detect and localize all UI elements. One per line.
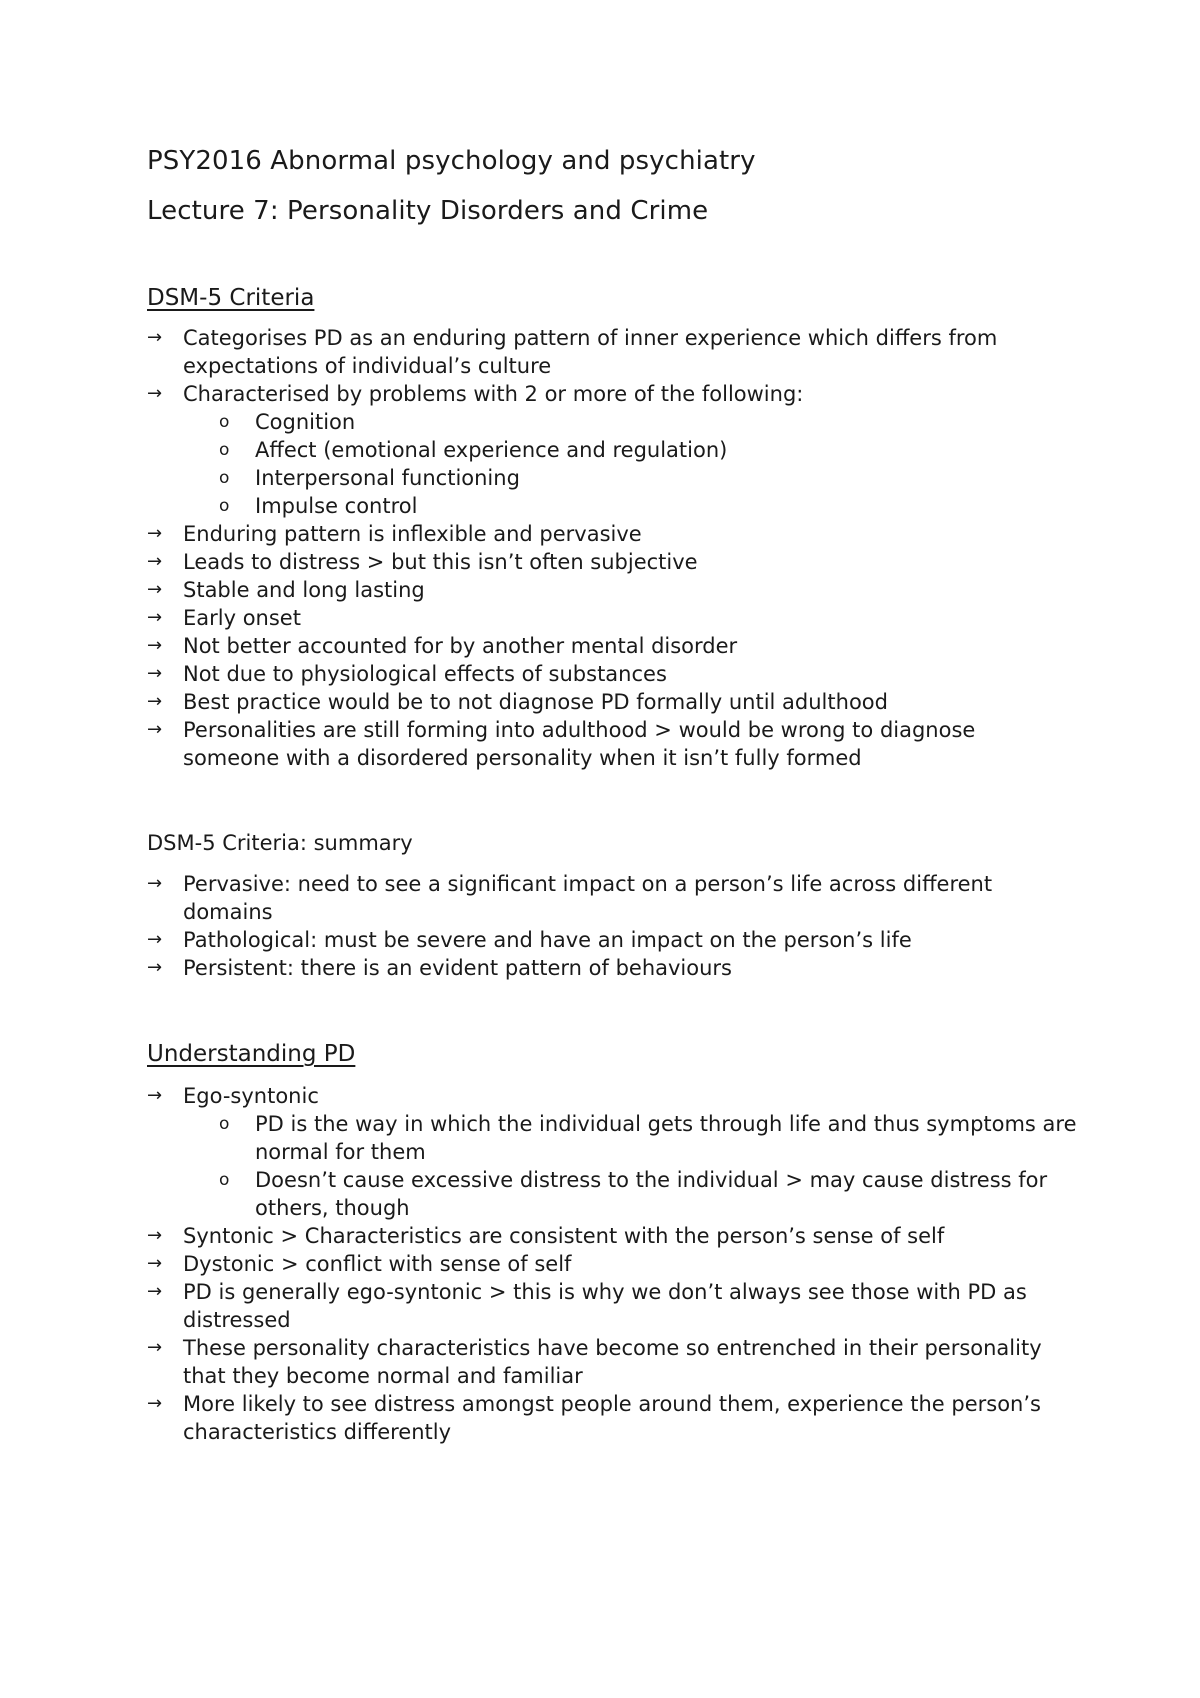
sub-item-text: Impulse control bbox=[255, 494, 418, 518]
list-item-text: Not due to physiological effects of substances bbox=[183, 662, 667, 686]
list-item bbox=[147, 1278, 1077, 1334]
list-item bbox=[147, 520, 1077, 548]
list-item-text: Leads to distress > but this isn’t often subjective bbox=[183, 550, 698, 574]
list-item-text: Personalities are still forming into adulthood > would be wrong to diagnose someone with a disordered personality when it isn’t fully formed bbox=[183, 718, 976, 770]
list-item bbox=[147, 380, 1077, 520]
arrow-icon: → bbox=[147, 523, 163, 544]
circle-bullet-icon: o bbox=[219, 496, 230, 516]
sub-list-item bbox=[147, 408, 1077, 436]
list-item bbox=[147, 1222, 1077, 1250]
arrow-icon: → bbox=[147, 691, 163, 712]
list-item bbox=[147, 1390, 1077, 1446]
list-item-text: Pathological: must be severe and have an impact on the person’s life bbox=[183, 928, 912, 952]
sub-list bbox=[183, 408, 1077, 520]
list-item-text: Categorises PD as an enduring pattern of inner experience which differs from expectations of individual’s culture bbox=[183, 326, 998, 378]
list-item bbox=[147, 1082, 1077, 1222]
list-item bbox=[147, 954, 1077, 982]
list-item-text: Stable and long lasting bbox=[183, 578, 425, 602]
list-item-text: Pervasive: need to see a significant impact on a person’s life across different domains bbox=[183, 872, 993, 924]
circle-bullet-icon: o bbox=[219, 1114, 230, 1134]
arrow-icon: → bbox=[147, 1281, 163, 1302]
arrow-icon: → bbox=[147, 873, 163, 894]
dsm5-criteria-list bbox=[147, 324, 1077, 772]
lecture-title: Lecture 7: Personality Disorders and Crime bbox=[147, 196, 709, 226]
sub-list-item bbox=[147, 464, 1077, 492]
sub-list-item bbox=[147, 1110, 1077, 1166]
sub-list-item bbox=[147, 1166, 1077, 1222]
arrow-icon: → bbox=[147, 635, 163, 656]
list-item-text: These personality characteristics have become so entrenched in their personality that they become normal and familiar bbox=[183, 1336, 1042, 1388]
arrow-icon: → bbox=[147, 1337, 163, 1358]
list-item bbox=[147, 632, 1077, 660]
arrow-icon: → bbox=[147, 1393, 163, 1414]
arrow-icon: → bbox=[147, 1085, 163, 1106]
understanding-pd-list bbox=[147, 1082, 1077, 1446]
list-item-text: PD is generally ego-syntonic > this is why we don’t always see those with PD as distressed bbox=[183, 1280, 1027, 1332]
arrow-icon: → bbox=[147, 719, 163, 740]
circle-bullet-icon: o bbox=[219, 440, 230, 460]
list-item-text: Persistent: there is an evident pattern of behaviours bbox=[183, 956, 732, 980]
list-item bbox=[147, 870, 1077, 926]
arrow-icon: → bbox=[147, 383, 163, 404]
circle-bullet-icon: o bbox=[219, 468, 230, 488]
dsm5-summary-list bbox=[147, 870, 1077, 982]
list-item bbox=[147, 576, 1077, 604]
sub-item-text: Interpersonal functioning bbox=[255, 466, 520, 490]
arrow-icon: → bbox=[147, 957, 163, 978]
arrow-icon: → bbox=[147, 327, 163, 348]
sub-item-text: Affect (emotional experience and regulation) bbox=[255, 438, 728, 462]
section-heading-understanding-pd: Understanding PD bbox=[147, 1041, 356, 1067]
list-item bbox=[147, 1334, 1077, 1390]
circle-bullet-icon: o bbox=[219, 412, 230, 432]
arrow-icon: → bbox=[147, 551, 163, 572]
arrow-icon: → bbox=[147, 929, 163, 950]
sub-item-text: Cognition bbox=[255, 410, 356, 434]
list-item bbox=[147, 660, 1077, 688]
list-item-text: Syntonic > Characteristics are consistent with the person’s sense of self bbox=[183, 1224, 945, 1248]
list-item-text: Ego-syntonic bbox=[183, 1084, 319, 1108]
section-heading-dsm5-criteria: DSM-5 Criteria bbox=[147, 285, 315, 311]
list-item bbox=[147, 716, 1077, 772]
list-item bbox=[147, 688, 1077, 716]
list-item bbox=[147, 1250, 1077, 1278]
arrow-icon: → bbox=[147, 579, 163, 600]
list-item-text: Early onset bbox=[183, 606, 301, 630]
list-item bbox=[147, 548, 1077, 576]
sub-item-text: Doesn’t cause excessive distress to the individual > may cause distress for others, though bbox=[255, 1168, 1048, 1220]
list-item bbox=[147, 926, 1077, 954]
sub-list bbox=[183, 1110, 1077, 1222]
sub-list-item bbox=[147, 436, 1077, 464]
circle-bullet-icon: o bbox=[219, 1170, 230, 1190]
document-title: PSY2016 Abnormal psychology and psychiatry bbox=[147, 146, 756, 176]
list-item-text: Enduring pattern is inflexible and pervasive bbox=[183, 522, 642, 546]
list-item bbox=[147, 324, 1077, 380]
arrow-icon: → bbox=[147, 1253, 163, 1274]
arrow-icon: → bbox=[147, 607, 163, 628]
list-item-text: More likely to see distress amongst people around them, experience the person’s characteristics differently bbox=[183, 1392, 1041, 1444]
list-item bbox=[147, 604, 1077, 632]
sub-list-item bbox=[147, 492, 1077, 520]
arrow-icon: → bbox=[147, 1225, 163, 1246]
section-heading-dsm5-summary: DSM-5 Criteria: summary bbox=[147, 831, 413, 855]
list-item-text: Not better accounted for by another mental disorder bbox=[183, 634, 738, 658]
document-page bbox=[147, 145, 1077, 1446]
list-item-text: Dystonic > conflict with sense of self bbox=[183, 1252, 572, 1276]
sub-item-text: PD is the way in which the individual gets through life and thus symptoms are normal for them bbox=[255, 1112, 1077, 1164]
list-item-text: Characterised by problems with 2 or more of the following: bbox=[183, 382, 804, 406]
list-item-text: Best practice would be to not diagnose PD formally until adulthood bbox=[183, 690, 888, 714]
arrow-icon: → bbox=[147, 663, 163, 684]
